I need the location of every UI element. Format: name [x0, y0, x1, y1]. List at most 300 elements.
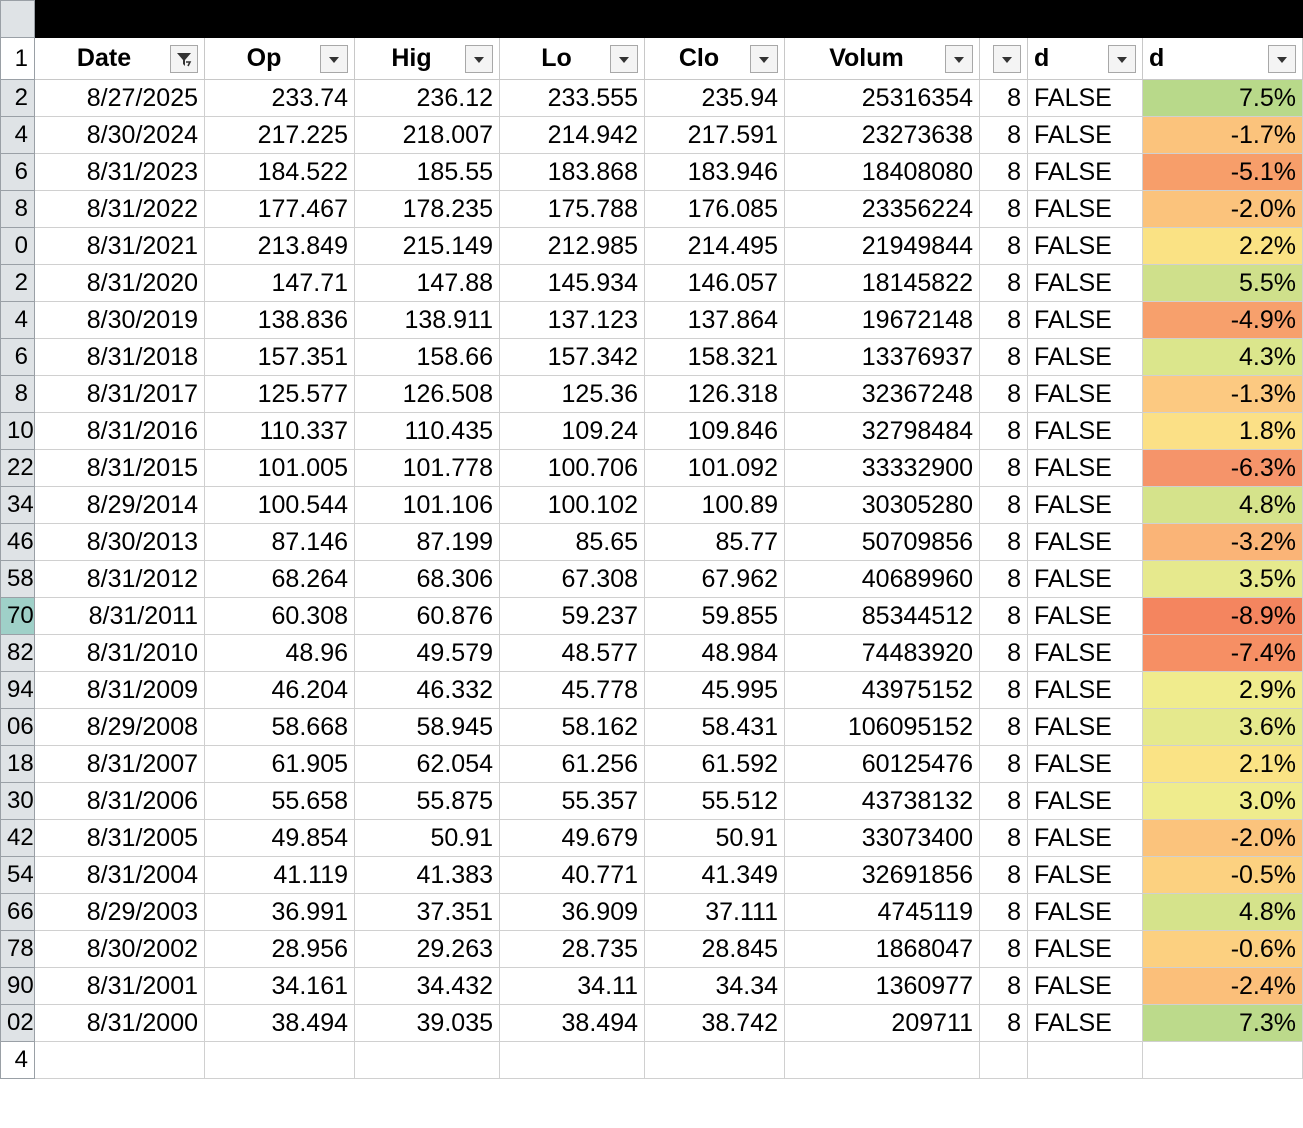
cell-n[interactable]: 8 [980, 709, 1028, 746]
cell-open[interactable]: 60.308 [205, 598, 355, 635]
cell-open[interactable]: 147.71 [205, 265, 355, 302]
cell-low[interactable]: 28.735 [500, 931, 645, 968]
table-row[interactable] [1, 265, 1303, 302]
table-row[interactable] [1, 968, 1303, 1005]
cell-flag[interactable]: FALSE [1028, 598, 1143, 635]
column-header-close[interactable] [645, 38, 785, 80]
cell-open[interactable]: 100.544 [205, 487, 355, 524]
chevron-down-icon[interactable] [465, 45, 493, 73]
cell-pct[interactable]: 3.0% [1143, 783, 1303, 820]
table-row[interactable] [1, 450, 1303, 487]
table-row[interactable] [1, 894, 1303, 931]
cell-high[interactable]: 158.66 [355, 339, 500, 376]
table-row[interactable] [1, 302, 1303, 339]
cell-open[interactable]: 213.849 [205, 228, 355, 265]
cell-close[interactable]: 101.092 [645, 450, 785, 487]
cell-volume[interactable]: 21949844 [785, 228, 980, 265]
cell-volume[interactable]: 33332900 [785, 450, 980, 487]
row-header[interactable]: 4 [1, 302, 35, 339]
cell-close[interactable]: 38.742 [645, 1005, 785, 1042]
cell-low[interactable]: 40.771 [500, 857, 645, 894]
table-row[interactable] [1, 820, 1303, 857]
table-row[interactable] [1, 746, 1303, 783]
cell-date[interactable]: 8/31/2007 [35, 746, 205, 783]
cell-pct[interactable]: -0.5% [1143, 857, 1303, 894]
cell-close[interactable]: 48.984 [645, 635, 785, 672]
cell-volume[interactable]: 32798484 [785, 413, 980, 450]
cell-date[interactable]: 8/31/2022 [35, 191, 205, 228]
cell-low[interactable]: 61.256 [500, 746, 645, 783]
cell-date[interactable]: 8/31/2011 [35, 598, 205, 635]
cell-n[interactable]: 8 [980, 117, 1028, 154]
cell-low[interactable]: 36.909 [500, 894, 645, 931]
cell-date[interactable]: 8/29/2008 [35, 709, 205, 746]
cell-n[interactable]: 8 [980, 450, 1028, 487]
cell-low[interactable]: 214.942 [500, 117, 645, 154]
cell-pct[interactable]: -1.7% [1143, 117, 1303, 154]
cell-close[interactable]: 34.34 [645, 968, 785, 1005]
cell-n[interactable]: 8 [980, 598, 1028, 635]
cell-close[interactable]: 109.846 [645, 413, 785, 450]
table-row[interactable] [1, 857, 1303, 894]
column-header-volume[interactable] [785, 38, 980, 80]
cell-high[interactable]: 68.306 [355, 561, 500, 598]
row-header[interactable]: 42 [1, 820, 35, 857]
cell-volume[interactable]: 106095152 [785, 709, 980, 746]
row-header[interactable]: 6 [1, 154, 35, 191]
table-row-empty[interactable] [1, 1042, 1303, 1079]
cell-high[interactable]: 62.054 [355, 746, 500, 783]
cell-open[interactable]: 217.225 [205, 117, 355, 154]
cell-volume[interactable]: 4745119 [785, 894, 980, 931]
cell-low[interactable]: 100.102 [500, 487, 645, 524]
cell-close[interactable]: 235.94 [645, 80, 785, 117]
table-row[interactable] [1, 191, 1303, 228]
cell-flag[interactable]: FALSE [1028, 524, 1143, 561]
cell-high[interactable]: 147.88 [355, 265, 500, 302]
cell-flag[interactable]: FALSE [1028, 191, 1143, 228]
cell-high[interactable]: 60.876 [355, 598, 500, 635]
cell-low[interactable]: 100.706 [500, 450, 645, 487]
row-header-corner[interactable] [1, 1, 35, 38]
chevron-down-icon[interactable] [320, 45, 348, 73]
cell-close[interactable]: 45.995 [645, 672, 785, 709]
cell-flag[interactable]: FALSE [1028, 820, 1143, 857]
cell-high[interactable]: 41.383 [355, 857, 500, 894]
cell-high[interactable]: 110.435 [355, 413, 500, 450]
cell-close[interactable]: 126.318 [645, 376, 785, 413]
cell-open[interactable]: 34.161 [205, 968, 355, 1005]
cell-volume[interactable]: 43975152 [785, 672, 980, 709]
cell-flag[interactable]: FALSE [1028, 1005, 1143, 1042]
cell-n[interactable]: 8 [980, 635, 1028, 672]
cell-low[interactable]: 58.162 [500, 709, 645, 746]
cell-empty[interactable] [205, 1042, 355, 1079]
cell-empty[interactable] [500, 1042, 645, 1079]
cell-date[interactable]: 8/31/2009 [35, 672, 205, 709]
cell-pct[interactable]: -3.2% [1143, 524, 1303, 561]
cell-pct[interactable]: -4.9% [1143, 302, 1303, 339]
cell-date[interactable]: 8/29/2003 [35, 894, 205, 931]
cell-open[interactable]: 61.905 [205, 746, 355, 783]
cell-low[interactable]: 233.555 [500, 80, 645, 117]
cell-close[interactable]: 183.946 [645, 154, 785, 191]
cell-pct[interactable]: -2.0% [1143, 191, 1303, 228]
cell-volume[interactable]: 13376937 [785, 339, 980, 376]
cell-open[interactable]: 110.337 [205, 413, 355, 450]
row-header[interactable]: 94 [1, 672, 35, 709]
row-header[interactable]: 0 [1, 228, 35, 265]
cell-pct[interactable]: 3.6% [1143, 709, 1303, 746]
cell-low[interactable]: 145.934 [500, 265, 645, 302]
cell-pct[interactable]: 5.5% [1143, 265, 1303, 302]
cell-high[interactable]: 236.12 [355, 80, 500, 117]
cell-date[interactable]: 8/31/2006 [35, 783, 205, 820]
cell-date[interactable]: 8/30/2019 [35, 302, 205, 339]
column-header-pct[interactable] [1143, 38, 1303, 80]
cell-flag[interactable]: FALSE [1028, 80, 1143, 117]
cell-n[interactable]: 8 [980, 228, 1028, 265]
column-header-low[interactable] [500, 38, 645, 80]
row-header[interactable]: 6 [1, 339, 35, 376]
table-row[interactable] [1, 598, 1303, 635]
cell-n[interactable]: 8 [980, 265, 1028, 302]
cell-n[interactable]: 8 [980, 561, 1028, 598]
table-row[interactable] [1, 376, 1303, 413]
cell-open[interactable]: 177.467 [205, 191, 355, 228]
cell-flag[interactable]: FALSE [1028, 413, 1143, 450]
cell-open[interactable]: 58.668 [205, 709, 355, 746]
cell-pct[interactable]: 1.8% [1143, 413, 1303, 450]
cell-flag[interactable]: FALSE [1028, 857, 1143, 894]
cell-high[interactable]: 101.778 [355, 450, 500, 487]
cell-close[interactable]: 146.057 [645, 265, 785, 302]
row-header[interactable]: 02 [1, 1005, 35, 1042]
cell-flag[interactable]: FALSE [1028, 228, 1143, 265]
row-header[interactable]: 22 [1, 450, 35, 487]
cell-close[interactable]: 37.111 [645, 894, 785, 931]
cell-high[interactable]: 126.508 [355, 376, 500, 413]
cell-flag[interactable]: FALSE [1028, 635, 1143, 672]
cell-volume[interactable]: 23273638 [785, 117, 980, 154]
cell-date[interactable]: 8/31/2016 [35, 413, 205, 450]
cell-low[interactable]: 125.36 [500, 376, 645, 413]
cell-volume[interactable]: 40689960 [785, 561, 980, 598]
cell-volume[interactable]: 18408080 [785, 154, 980, 191]
table-row[interactable] [1, 80, 1303, 117]
row-header[interactable]: 2 [1, 80, 35, 117]
cell-high[interactable]: 34.432 [355, 968, 500, 1005]
cell-low[interactable]: 59.237 [500, 598, 645, 635]
cell-pct[interactable]: -2.0% [1143, 820, 1303, 857]
row-header[interactable]: 10 [1, 413, 35, 450]
cell-volume[interactable]: 60125476 [785, 746, 980, 783]
column-header-flag[interactable] [1028, 38, 1143, 80]
cell-pct[interactable]: -7.4% [1143, 635, 1303, 672]
cell-date[interactable]: 8/29/2014 [35, 487, 205, 524]
cell-open[interactable]: 55.658 [205, 783, 355, 820]
cell-high[interactable]: 50.91 [355, 820, 500, 857]
cell-volume[interactable]: 43738132 [785, 783, 980, 820]
cell-date[interactable]: 8/31/2023 [35, 154, 205, 191]
cell-pct[interactable]: -0.6% [1143, 931, 1303, 968]
row-header[interactable]: 78 [1, 931, 35, 968]
column-header-n[interactable] [980, 38, 1028, 80]
cell-pct[interactable]: -2.4% [1143, 968, 1303, 1005]
table-row[interactable] [1, 154, 1303, 191]
cell-empty[interactable] [35, 1042, 205, 1079]
cell-close[interactable]: 158.321 [645, 339, 785, 376]
cell-volume[interactable]: 1360977 [785, 968, 980, 1005]
row-header[interactable]: 8 [1, 376, 35, 413]
cell-close[interactable]: 58.431 [645, 709, 785, 746]
cell-pct[interactable]: 4.8% [1143, 894, 1303, 931]
cell-flag[interactable]: FALSE [1028, 302, 1143, 339]
table-row[interactable] [1, 487, 1303, 524]
cell-close[interactable]: 85.77 [645, 524, 785, 561]
cell-date[interactable]: 8/31/2017 [35, 376, 205, 413]
cell-high[interactable]: 101.106 [355, 487, 500, 524]
cell-volume[interactable]: 18145822 [785, 265, 980, 302]
cell-open[interactable]: 38.494 [205, 1005, 355, 1042]
cell-low[interactable]: 38.494 [500, 1005, 645, 1042]
cell-n[interactable]: 8 [980, 154, 1028, 191]
cell-volume[interactable]: 25316354 [785, 80, 980, 117]
cell-n[interactable]: 8 [980, 894, 1028, 931]
cell-low[interactable]: 34.11 [500, 968, 645, 1005]
cell-volume[interactable]: 85344512 [785, 598, 980, 635]
cell-n[interactable]: 8 [980, 339, 1028, 376]
cell-n[interactable]: 8 [980, 672, 1028, 709]
cell-flag[interactable]: FALSE [1028, 672, 1143, 709]
cell-high[interactable]: 138.911 [355, 302, 500, 339]
cell-date[interactable]: 8/31/2021 [35, 228, 205, 265]
cell-pct[interactable]: 7.3% [1143, 1005, 1303, 1042]
row-header[interactable]: 70 [1, 598, 35, 635]
cell-close[interactable]: 214.495 [645, 228, 785, 265]
cell-flag[interactable]: FALSE [1028, 709, 1143, 746]
cell-open[interactable]: 36.991 [205, 894, 355, 931]
cell-pct[interactable]: -5.1% [1143, 154, 1303, 191]
cell-open[interactable]: 125.577 [205, 376, 355, 413]
cell-empty[interactable] [355, 1042, 500, 1079]
cell-flag[interactable]: FALSE [1028, 450, 1143, 487]
cell-pct[interactable]: 2.9% [1143, 672, 1303, 709]
cell-low[interactable]: 175.788 [500, 191, 645, 228]
cell-pct[interactable]: -6.3% [1143, 450, 1303, 487]
cell-volume[interactable]: 50709856 [785, 524, 980, 561]
row-header[interactable]: 4 [1, 1042, 35, 1079]
cell-high[interactable]: 178.235 [355, 191, 500, 228]
cell-low[interactable]: 67.308 [500, 561, 645, 598]
chevron-down-icon[interactable] [1108, 45, 1136, 73]
cell-volume[interactable]: 32691856 [785, 857, 980, 894]
cell-date[interactable]: 8/30/2024 [35, 117, 205, 154]
cell-n[interactable]: 8 [980, 302, 1028, 339]
cell-flag[interactable]: FALSE [1028, 783, 1143, 820]
cell-open[interactable]: 49.854 [205, 820, 355, 857]
cell-close[interactable]: 176.085 [645, 191, 785, 228]
cell-flag[interactable]: FALSE [1028, 339, 1143, 376]
row-header[interactable]: 18 [1, 746, 35, 783]
cell-low[interactable]: 49.679 [500, 820, 645, 857]
table-row[interactable] [1, 1005, 1303, 1042]
chevron-down-icon[interactable] [1268, 45, 1296, 73]
cell-open[interactable]: 101.005 [205, 450, 355, 487]
table-row[interactable] [1, 339, 1303, 376]
cell-volume[interactable]: 32367248 [785, 376, 980, 413]
cell-open[interactable]: 41.119 [205, 857, 355, 894]
cell-flag[interactable]: FALSE [1028, 265, 1143, 302]
cell-n[interactable]: 8 [980, 487, 1028, 524]
cell-pct[interactable]: -8.9% [1143, 598, 1303, 635]
column-header-date[interactable] [35, 38, 205, 80]
cell-empty[interactable] [980, 1042, 1028, 1079]
cell-high[interactable]: 29.263 [355, 931, 500, 968]
row-header[interactable]: 4 [1, 117, 35, 154]
cell-volume[interactable]: 33073400 [785, 820, 980, 857]
cell-open[interactable]: 48.96 [205, 635, 355, 672]
cell-close[interactable]: 28.845 [645, 931, 785, 968]
cell-empty[interactable] [645, 1042, 785, 1079]
cell-open[interactable]: 184.522 [205, 154, 355, 191]
cell-low[interactable]: 157.342 [500, 339, 645, 376]
row-header-1[interactable]: 1 [1, 38, 35, 80]
chevron-down-icon[interactable] [993, 45, 1021, 73]
cell-date[interactable]: 8/27/2025 [35, 80, 205, 117]
cell-flag[interactable]: FALSE [1028, 931, 1143, 968]
cell-flag[interactable]: FALSE [1028, 117, 1143, 154]
cell-n[interactable]: 8 [980, 820, 1028, 857]
cell-open[interactable]: 46.204 [205, 672, 355, 709]
cell-high[interactable]: 49.579 [355, 635, 500, 672]
cell-date[interactable]: 8/30/2013 [35, 524, 205, 561]
cell-pct[interactable]: 7.5% [1143, 80, 1303, 117]
table-row[interactable] [1, 635, 1303, 672]
cell-low[interactable]: 183.868 [500, 154, 645, 191]
cell-volume[interactable]: 23356224 [785, 191, 980, 228]
cell-close[interactable]: 41.349 [645, 857, 785, 894]
cell-open[interactable]: 87.146 [205, 524, 355, 561]
column-header-high[interactable] [355, 38, 500, 80]
cell-high[interactable]: 37.351 [355, 894, 500, 931]
cell-pct[interactable]: 4.8% [1143, 487, 1303, 524]
row-header[interactable]: 90 [1, 968, 35, 1005]
cell-open[interactable]: 157.351 [205, 339, 355, 376]
cell-low[interactable]: 212.985 [500, 228, 645, 265]
cell-empty[interactable] [1028, 1042, 1143, 1079]
cell-date[interactable]: 8/31/2005 [35, 820, 205, 857]
cell-n[interactable]: 8 [980, 191, 1028, 228]
table-row[interactable] [1, 413, 1303, 450]
cell-open[interactable]: 68.264 [205, 561, 355, 598]
cell-pct[interactable]: 2.2% [1143, 228, 1303, 265]
cell-date[interactable]: 8/31/2012 [35, 561, 205, 598]
cell-close[interactable]: 100.89 [645, 487, 785, 524]
cell-empty[interactable] [1143, 1042, 1303, 1079]
cell-flag[interactable]: FALSE [1028, 968, 1143, 1005]
cell-n[interactable]: 8 [980, 376, 1028, 413]
cell-high[interactable]: 185.55 [355, 154, 500, 191]
cell-flag[interactable]: FALSE [1028, 894, 1143, 931]
cell-pct[interactable]: 2.1% [1143, 746, 1303, 783]
table-row[interactable] [1, 672, 1303, 709]
table-row[interactable] [1, 783, 1303, 820]
column-header-open[interactable] [205, 38, 355, 80]
cell-close[interactable]: 50.91 [645, 820, 785, 857]
cell-n[interactable]: 8 [980, 1005, 1028, 1042]
cell-low[interactable]: 45.778 [500, 672, 645, 709]
cell-date[interactable]: 8/31/2004 [35, 857, 205, 894]
cell-high[interactable]: 58.945 [355, 709, 500, 746]
chevron-down-icon[interactable] [610, 45, 638, 73]
cell-date[interactable]: 8/31/2010 [35, 635, 205, 672]
cell-close[interactable]: 61.592 [645, 746, 785, 783]
row-header[interactable]: 06 [1, 709, 35, 746]
cell-close[interactable]: 217.591 [645, 117, 785, 154]
chevron-down-icon[interactable] [750, 45, 778, 73]
cell-n[interactable]: 8 [980, 968, 1028, 1005]
cell-close[interactable]: 55.512 [645, 783, 785, 820]
row-header[interactable]: 82 [1, 635, 35, 672]
cell-close[interactable]: 137.864 [645, 302, 785, 339]
cell-high[interactable]: 218.007 [355, 117, 500, 154]
cell-volume[interactable]: 209711 [785, 1005, 980, 1042]
cell-flag[interactable]: FALSE [1028, 561, 1143, 598]
cell-low[interactable]: 48.577 [500, 635, 645, 672]
cell-volume[interactable]: 74483920 [785, 635, 980, 672]
cell-low[interactable]: 55.357 [500, 783, 645, 820]
cell-high[interactable]: 215.149 [355, 228, 500, 265]
table-row[interactable] [1, 228, 1303, 265]
cell-open[interactable]: 138.836 [205, 302, 355, 339]
row-header[interactable]: 54 [1, 857, 35, 894]
cell-close[interactable]: 59.855 [645, 598, 785, 635]
cell-pct[interactable]: -1.3% [1143, 376, 1303, 413]
row-header[interactable]: 30 [1, 783, 35, 820]
cell-high[interactable]: 87.199 [355, 524, 500, 561]
cell-n[interactable]: 8 [980, 857, 1028, 894]
cell-pct[interactable]: 4.3% [1143, 339, 1303, 376]
cell-low[interactable]: 85.65 [500, 524, 645, 561]
chevron-down-icon[interactable] [945, 45, 973, 73]
table-row[interactable] [1, 709, 1303, 746]
row-header[interactable]: 46 [1, 524, 35, 561]
cell-flag[interactable]: FALSE [1028, 376, 1143, 413]
cell-n[interactable]: 8 [980, 413, 1028, 450]
cell-n[interactable]: 8 [980, 931, 1028, 968]
row-header[interactable]: 2 [1, 265, 35, 302]
cell-open[interactable]: 233.74 [205, 80, 355, 117]
cell-n[interactable]: 8 [980, 524, 1028, 561]
cell-close[interactable]: 67.962 [645, 561, 785, 598]
cell-open[interactable]: 28.956 [205, 931, 355, 968]
cell-n[interactable]: 8 [980, 80, 1028, 117]
cell-flag[interactable]: FALSE [1028, 487, 1143, 524]
cell-date[interactable]: 8/31/2015 [35, 450, 205, 487]
row-header[interactable]: 66 [1, 894, 35, 931]
cell-date[interactable]: 8/31/2018 [35, 339, 205, 376]
cell-volume[interactable]: 1868047 [785, 931, 980, 968]
cell-empty[interactable] [785, 1042, 980, 1079]
cell-date[interactable]: 8/30/2002 [35, 931, 205, 968]
cell-date[interactable]: 8/31/2020 [35, 265, 205, 302]
filter-funnel-icon[interactable] [170, 45, 198, 73]
row-header[interactable]: 8 [1, 191, 35, 228]
cell-high[interactable]: 46.332 [355, 672, 500, 709]
cell-n[interactable]: 8 [980, 746, 1028, 783]
table-row[interactable] [1, 561, 1303, 598]
